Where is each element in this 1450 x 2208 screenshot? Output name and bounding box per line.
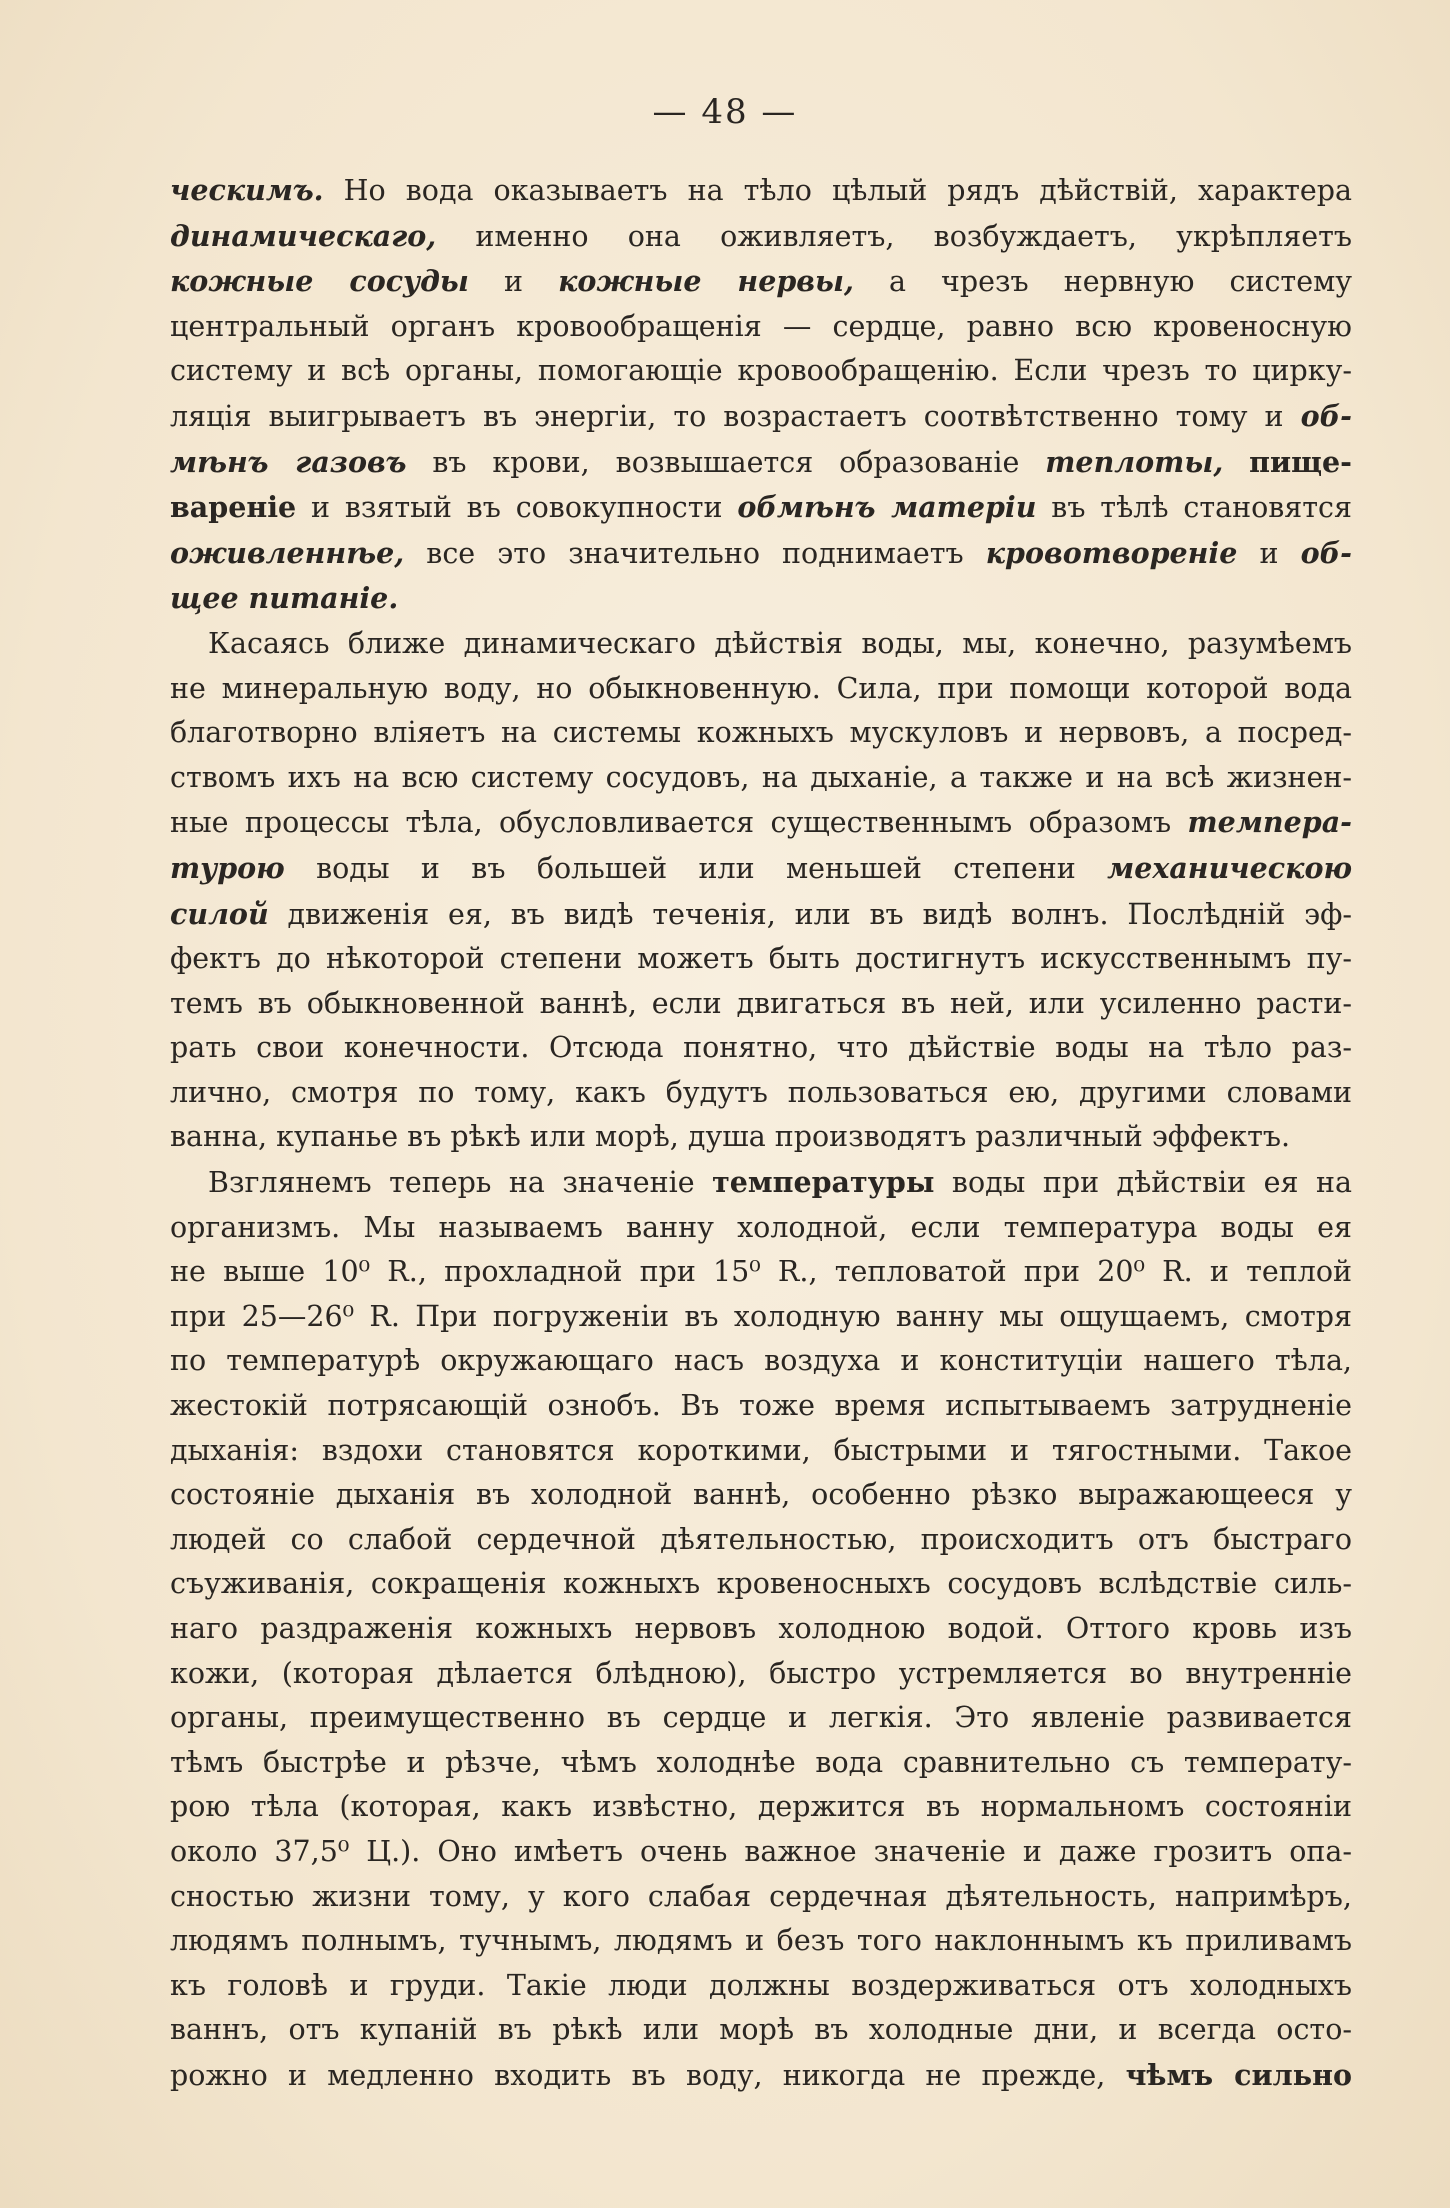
text-line — [170, 531, 1352, 577]
text-line — [170, 622, 1352, 667]
emphasis-text: ческимъ. — [170, 173, 324, 207]
text-run: около 37,5⁰ Ц.). Оно имѣетъ очень важное значеніе и даже грозитъ опа- — [170, 1834, 1352, 1868]
emphasis-text: механическою — [1107, 850, 1352, 885]
emphasis-text: теплоты, — [1045, 444, 1224, 479]
text-run: ные процессы тѣла, обусловливается существеннымъ образомъ — [170, 806, 1188, 840]
text-run: при 25—26⁰ R. При погруженіи въ холодную ванну мы ощущаемъ, смотря — [170, 1299, 1352, 1333]
text-line — [170, 1206, 1352, 1251]
text-line — [170, 800, 1352, 846]
emphasis-text: обмѣнъ матеріи — [737, 490, 1037, 525]
text-run: органы, преимущественно въ сердце и легкія. Это явленіе развивается — [170, 1701, 1352, 1735]
text-line — [170, 259, 1352, 305]
text-run: по температурѣ окружающаго насъ воздуха и конституціи нашего тѣла, — [170, 1344, 1352, 1378]
text-line — [170, 1339, 1352, 1384]
text-run — [1223, 446, 1249, 479]
text-line — [170, 1026, 1352, 1071]
bold-text: температуры — [712, 1165, 935, 1200]
text-line — [170, 349, 1352, 394]
text-run: ляція выигрываетъ въ энергіи, то возрастаетъ соотвѣтственно тому и — [170, 399, 1301, 433]
text-run: съуживанія, сокращенія кожныхъ кровеносныхъ сосудовъ вслѣдствіе силь- — [170, 1567, 1352, 1601]
emphasis-text: турою — [170, 850, 285, 885]
emphasis-text: мѣнъ газовъ — [170, 444, 407, 479]
paragraph — [170, 168, 1352, 622]
text-run: состояніе дыханія въ холодной ваннѣ, особенно рѣзко выражающееся у — [170, 1478, 1352, 1512]
emphasis-text: об- — [1300, 398, 1352, 433]
text-run: именно она оживляетъ, возбуждаетъ, укрѣпляетъ — [436, 219, 1352, 253]
text-run: а чрезъ нервную систему — [853, 265, 1353, 299]
text-run: въ крови, возвышается образованіе — [406, 445, 1046, 479]
text-run: жестокій потрясающій ознобъ. Въ тоже время испытываемъ затрудненіе — [170, 1389, 1352, 1423]
text-run: и взятый въ совокупности — [296, 491, 738, 525]
text-line — [170, 1919, 1352, 1964]
text-run: все это значительно поднимаетъ — [404, 536, 986, 570]
text-run: ваннъ, отъ купаній въ рѣкѣ или морѣ въ холодные дни, и всегда осто- — [170, 2013, 1352, 2047]
text-run: организмъ. Мы называемъ ванну холодной, если температура воды ея — [170, 1210, 1352, 1244]
text-run: Касаясь ближе динамическаго дѣйствія воды, мы, конечно, разумѣемъ — [208, 626, 1352, 660]
text-run: дыханія: вздохи становятся короткими, быстрыми и тягостными. Такое — [170, 1433, 1352, 1467]
text-line — [170, 982, 1352, 1027]
text-run: темъ въ обыкновенной ваннѣ, если двигаться въ ней, или усиленно расти- — [170, 986, 1352, 1020]
emphasis-text: силой — [170, 896, 269, 931]
text-run: фектъ до нѣкоторой степени можетъ быть достигнутъ искусственнымъ пу- — [170, 942, 1352, 976]
text-run: людей со слабой сердечной дѣятельностью, происходитъ отъ быстраго — [170, 1522, 1352, 1556]
text-run: не выше 10⁰ R., прохладной при 15⁰ R., тепловатой при 20⁰ R. и теплой — [170, 1255, 1352, 1289]
text-run: Взглянемъ теперь на значеніе — [208, 1166, 713, 1200]
text-run: воды и въ большей или меньшей степени — [284, 851, 1108, 885]
text-line — [170, 1696, 1352, 1741]
text-line — [170, 1473, 1352, 1518]
emphasis-text: кожные нервы, — [558, 264, 854, 299]
text-line — [170, 1518, 1352, 1563]
bold-text: вареніе — [170, 490, 297, 525]
text-line — [170, 1830, 1352, 1875]
text-line — [170, 1741, 1352, 1786]
text-line — [170, 2008, 1352, 2053]
text-run: кожи, (которая дѣлается блѣдною), быстро устремляется во внутренніе — [170, 1656, 1352, 1690]
text-run: рою тѣла (которая, какъ извѣстно, держится въ нормальномъ состояніи — [170, 1790, 1352, 1824]
text-line — [170, 1384, 1352, 1429]
text-run: и — [468, 265, 559, 299]
text-run: систему и всѣ органы, помогающіе кровообращенію. Если чрезъ то цирку- — [170, 354, 1352, 388]
text-line — [170, 168, 1352, 214]
paragraph — [170, 622, 1352, 1160]
text-run: не минеральную воду, но обыкновенную. Сила, при помощи которой вода — [170, 671, 1352, 705]
text-line — [170, 846, 1352, 892]
text-run: въ тѣлѣ становятся — [1036, 491, 1352, 525]
text-run: рать свои конечности. Отсюда понятно, что дѣйствіе воды на тѣло раз- — [170, 1031, 1352, 1065]
text-line — [170, 1607, 1352, 1652]
emphasis-text: темпера- — [1187, 805, 1352, 840]
text-line — [170, 1295, 1352, 1340]
emphasis-text: щее питаніе. — [170, 581, 399, 616]
text-line — [170, 937, 1352, 982]
text-run: и — [1237, 536, 1301, 570]
text-line — [170, 1964, 1352, 2009]
emphasis-text: кровотвореніе — [985, 535, 1238, 570]
text-run: воды при дѣйствіи ея на — [934, 1166, 1352, 1200]
text-run: ствомъ ихъ на всю систему сосудовъ, на дыханіе, а также и на всѣ жизнен- — [170, 760, 1352, 794]
page-number: — 48 — — [652, 92, 798, 132]
text-line — [170, 1785, 1352, 1830]
emphasis-text: кожные сосуды — [170, 264, 469, 299]
text-run: благотворно вліяетъ на системы кожныхъ мускуловъ и нервовъ, а посред- — [170, 716, 1352, 750]
text-run: рожно и медленно входить въ воду, никогда не прежде, — [170, 2058, 1126, 2092]
text-line — [170, 1071, 1352, 1116]
emphasis-text: динамическаго, — [170, 218, 437, 253]
text-run: лично, смотря по тому, какъ будутъ пользоваться ею, другими словами — [170, 1075, 1352, 1109]
text-line — [170, 1652, 1352, 1697]
text-run: ванна, купанье въ рѣкѣ или морѣ, душа производятъ различный эффектъ. — [170, 1120, 1291, 1154]
text-line — [170, 214, 1352, 260]
text-line — [170, 1562, 1352, 1607]
text-line — [170, 711, 1352, 756]
text-run: людямъ полнымъ, тучнымъ, людямъ и безъ того наклоннымъ къ приливамъ — [170, 1924, 1352, 1958]
text-run: центральный органъ кровообращенія — сердце, равно всю кровеносную — [170, 309, 1352, 343]
text-line — [170, 576, 1352, 622]
body-text — [170, 168, 1352, 2099]
text-line — [170, 1429, 1352, 1474]
text-run: наго раздраженія кожныхъ нервовъ холодною водой. Оттого кровь изъ — [170, 1612, 1352, 1645]
bold-text: чѣмъ сильно — [1125, 2057, 1352, 2092]
text-line — [170, 305, 1352, 350]
text-line — [170, 756, 1352, 801]
text-line — [170, 667, 1352, 712]
text-run: тѣмъ быстрѣе и рѣзче, чѣмъ холоднѣе вода сравнительно съ температу- — [170, 1745, 1352, 1779]
text-run: сностью жизни тому, у кого слабая сердечная дѣятельность, напримѣръ, — [170, 1879, 1352, 1913]
text-run: движенія ея, въ видѣ теченія, или въ видѣ волнъ. Послѣдній эф- — [268, 897, 1352, 931]
text-line — [170, 440, 1352, 486]
text-line — [170, 1875, 1352, 1920]
text-line — [170, 1160, 1352, 1206]
text-line — [170, 1115, 1352, 1160]
text-line — [170, 892, 1352, 938]
text-line — [170, 394, 1352, 440]
bold-text: пище- — [1249, 444, 1352, 479]
text-line — [170, 1250, 1352, 1295]
text-run: Но вода оказываетъ на тѣло цѣлый рядъ дѣйствій, характера — [323, 174, 1352, 207]
emphasis-text: оживленнѣе, — [170, 535, 405, 570]
emphasis-text: об- — [1300, 535, 1352, 570]
paragraph — [170, 1160, 1352, 2098]
text-line — [170, 2053, 1352, 2099]
text-line — [170, 485, 1352, 531]
text-run: къ головѣ и груди. Такіе люди должны воздерживаться отъ холодныхъ — [170, 1968, 1352, 2002]
